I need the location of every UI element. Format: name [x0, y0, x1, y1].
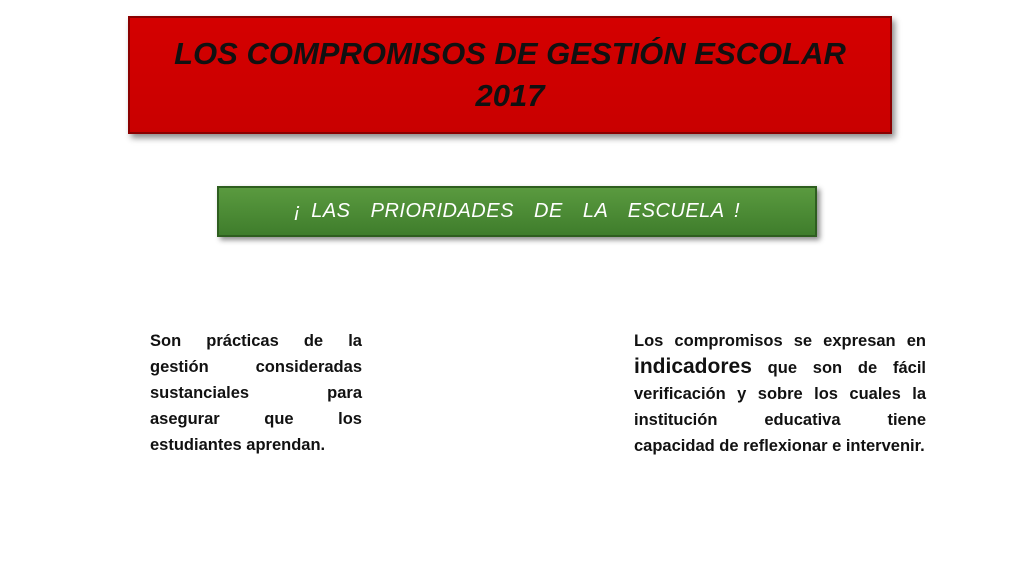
- highlight-word: indicadores: [634, 355, 752, 378]
- right-text-end: que son de fácil verificación y sobre los cuales la institución educativa tiene capacidad de reflexionar e intervenir.: [634, 359, 926, 455]
- left-paragraph: Son prácticas de la gestión consideradas sustanciales para asegurar que los estudiantes aprendan.: [150, 332, 362, 454]
- subtitle-text: ¡ LAS PRIORIDADES DE LA ESCUELA !: [293, 200, 741, 222]
- subtitle-banner: [217, 186, 817, 237]
- right-paragraph: [634, 328, 926, 459]
- title-banner: [128, 16, 892, 134]
- title-line-1: LOS COMPROMISOS DE GESTIÓN ESCOLAR: [174, 36, 846, 71]
- right-text-start: Los compromisos se expresan en: [634, 332, 926, 350]
- slide-title: [174, 33, 846, 117]
- title-line-2: 2017: [475, 78, 545, 113]
